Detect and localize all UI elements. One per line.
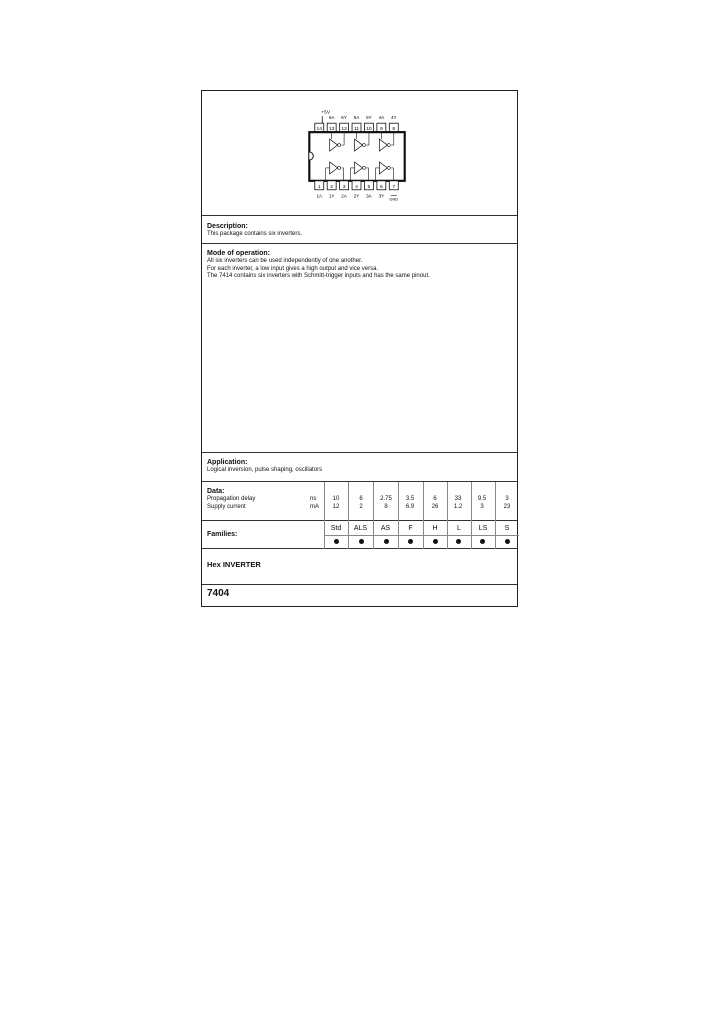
family-available-dot-icon: [505, 539, 510, 544]
family-available-dot-icon: [384, 539, 389, 544]
pin-number: 8: [392, 127, 396, 133]
pin-number: 12: [341, 127, 347, 133]
families-row-divider: [324, 535, 519, 536]
pin-number: 4: [355, 184, 358, 190]
bottom-pin-label: 2A: [341, 193, 347, 199]
pin-number: 14: [316, 127, 323, 133]
column-divider: [324, 482, 325, 521]
bottom-pin: [389, 181, 398, 190]
vcc-label: +5V: [321, 110, 331, 116]
data-cell: 2.75: [380, 496, 392, 502]
pin-number: 1: [317, 184, 321, 190]
part-section: [202, 585, 517, 608]
data-title: Data:: [207, 488, 225, 495]
column-divider: [373, 482, 374, 521]
mode-title: Mode of operation:: [207, 250, 270, 257]
data-row-unit: ns: [310, 496, 317, 502]
data-table: [202, 482, 517, 520]
pin-number: 5: [367, 184, 371, 190]
top-pin-label: 6A: [328, 115, 335, 121]
families-title: Families:: [207, 531, 238, 538]
pin-number: 13: [328, 127, 335, 133]
chip-notch: [309, 152, 313, 160]
top-pin: [389, 123, 398, 132]
family-name: L: [457, 525, 461, 532]
gnd-label: GND: [389, 196, 399, 202]
family-name: AS: [380, 525, 391, 532]
inverter-gate-icon: [379, 139, 390, 151]
bottom-pin-label: 1Y: [328, 193, 335, 199]
data-section: [202, 482, 517, 521]
pinout-section: [202, 91, 517, 216]
families-section: [202, 521, 517, 549]
pinout-diagram: [202, 91, 517, 216]
top-pin: [352, 123, 361, 132]
mode-line: All six inverters can be used independently of one another.: [207, 258, 363, 264]
family-available-dot-icon: [480, 539, 485, 544]
inverter-gate-icon: [330, 139, 341, 151]
data-cell: 10: [332, 496, 340, 502]
top-pin-label: 4A: [378, 115, 385, 121]
pin-number: 11: [353, 127, 360, 133]
family-name: H: [432, 525, 438, 532]
bottom-pin: [327, 181, 336, 190]
top-pin-label: 5Y: [366, 115, 372, 121]
pin-number: 6: [379, 184, 383, 190]
data-cell: 33: [454, 496, 462, 502]
data-row-label: Propagation delay: [207, 496, 256, 502]
data-row-label: Supply current: [207, 504, 246, 510]
part-number: 7404: [207, 588, 230, 599]
family-available-dot-icon: [359, 539, 364, 544]
family-name: LS: [478, 525, 488, 532]
pin-number: 10: [366, 127, 372, 133]
data-cell: 1.2: [453, 504, 463, 510]
pin-number: 2: [330, 184, 334, 190]
column-divider: [423, 482, 424, 521]
datasheet-card: [201, 90, 518, 607]
description-text: This package contains six inverters.: [207, 231, 303, 237]
family-available-dot-icon: [456, 539, 461, 544]
family-available-dot-icon: [408, 539, 413, 544]
family-available-dot-icon: [433, 539, 438, 544]
bottom-pin-label: 2Y: [353, 193, 360, 199]
mode-line: For each inverter, a low input gives a high output and vice versa.: [207, 265, 379, 272]
column-divider: [348, 482, 349, 521]
pin-number: 3: [342, 184, 346, 190]
data-cell: 8: [384, 504, 388, 510]
data-cell: 23: [503, 504, 511, 510]
family-available-dot-icon: [334, 539, 339, 544]
column-divider: [495, 482, 496, 521]
inverter-gate-icon: [379, 162, 390, 174]
data-cell: 6: [433, 496, 437, 502]
data-cell: 26: [431, 504, 439, 510]
application-section: [202, 453, 517, 482]
data-cell: 6: [359, 496, 363, 502]
family-name: F: [408, 525, 413, 532]
data-cell: 3.5: [405, 496, 415, 502]
chip-body: [309, 132, 404, 181]
families-grid: [202, 521, 517, 548]
pin-number: 9: [379, 127, 383, 133]
device-name: Hex INVERTER: [207, 560, 261, 569]
application-text: Logical inversion, pulse shaping, oscillators: [207, 467, 323, 473]
column-divider: [398, 482, 399, 521]
bottom-pin: [377, 181, 386, 190]
top-pin: [340, 123, 349, 132]
data-row-unit: mA: [310, 504, 319, 510]
description-section: [202, 216, 517, 244]
bottom-pin: [340, 181, 349, 190]
top-pin-label: 6Y: [341, 115, 347, 121]
data-cell: 9.5: [477, 496, 487, 502]
bottom-pin-label: 3Y: [378, 193, 385, 199]
description-title: Description:: [207, 223, 248, 230]
name-section: [202, 549, 517, 585]
top-pin-label: 5A: [353, 115, 360, 121]
top-pin: [377, 123, 386, 132]
pin-number: 7: [392, 184, 396, 190]
bottom-pin-label: 3A: [366, 193, 372, 199]
inverter-gate-icon: [355, 162, 366, 174]
inverter-gate-icon: [330, 162, 341, 174]
family-name: S: [504, 525, 510, 532]
data-cell: 3: [480, 504, 484, 510]
family-name: Std: [330, 525, 342, 532]
top-pin: [364, 123, 373, 132]
top-pin: [327, 123, 336, 132]
bottom-pin: [352, 181, 361, 190]
bottom-pin: [364, 181, 373, 190]
data-cell: 6.9: [405, 504, 415, 510]
family-name: ALS: [353, 525, 368, 532]
data-cell: 3: [505, 496, 509, 502]
application-title: Application:: [207, 459, 248, 466]
data-cell: 12: [332, 504, 340, 510]
inverter-gate-icon: [355, 139, 366, 151]
data-cell: 2: [359, 504, 363, 510]
bottom-pin-label: 1A: [316, 193, 323, 199]
top-pin: [315, 123, 324, 132]
bottom-pin: [315, 181, 324, 190]
mode-section: [202, 244, 517, 453]
mode-line: The 7414 contains six inverters with Schmitt-trigger inputs and has the same pinout.: [207, 273, 430, 280]
top-pin-label: 4Y: [390, 115, 397, 121]
